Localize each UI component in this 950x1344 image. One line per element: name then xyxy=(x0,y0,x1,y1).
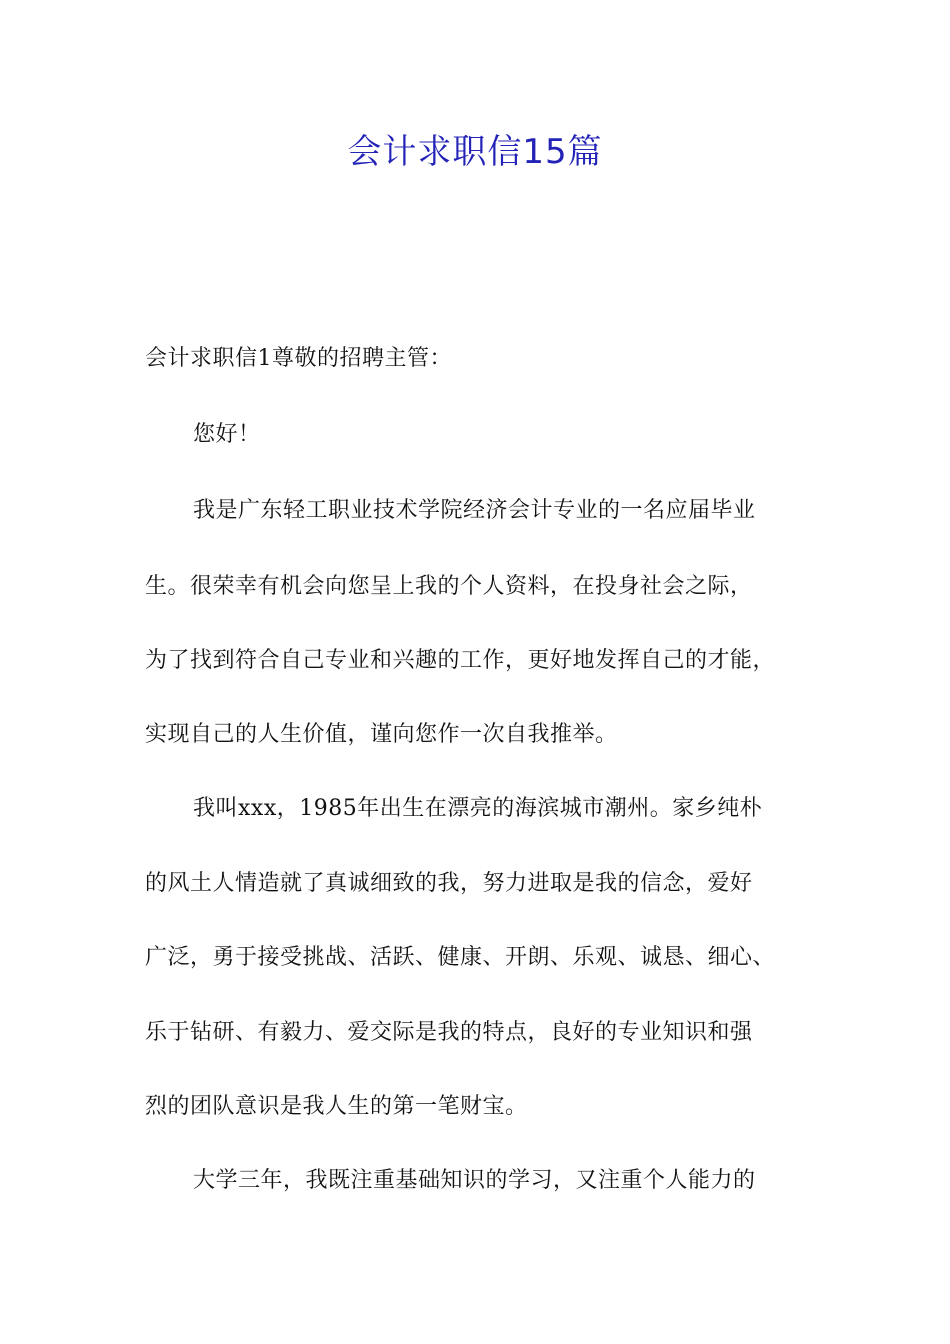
paragraph-line: 的风土人情造就了真诚细致的我，努力进取是我的信念，爱好 xyxy=(145,871,753,896)
document-title: 会计求职信15篇 xyxy=(347,132,603,172)
paragraph-line: 我叫xxx，1985年出生在漂亮的海滨城市潮州。家乡纯朴 xyxy=(193,796,763,821)
salutation-line: 会计求职信1尊敬的招聘主管： xyxy=(145,346,452,371)
paragraph-line: 实现自己的人生价值，谨向您作一次自我推举。 xyxy=(145,722,618,747)
paragraph-line: 烈的团队意识是我人生的第一笔财宝。 xyxy=(145,1094,528,1119)
paragraph-line: 生。很荣幸有机会向您呈上我的个人资料，在投身社会之际， xyxy=(145,574,753,599)
paragraph-line: 广泛，勇于接受挑战、活跃、健康、开朗、乐观、诚恳、细心、 xyxy=(145,945,776,970)
paragraph-line: 大学三年，我既注重基础知识的学习，又注重个人能力的 xyxy=(193,1168,756,1193)
greeting-line: 您好！ xyxy=(193,422,261,447)
paragraph-line: 乐于钻研、有毅力、爱交际是我的特点，良好的专业知识和强 xyxy=(145,1020,753,1045)
paragraph-line: 我是广东轻工职业技术学院经济会计专业的一名应届毕业 xyxy=(193,498,756,523)
paragraph-line: 为了找到符合自己专业和兴趣的工作，更好地发挥自己的才能， xyxy=(145,648,776,673)
